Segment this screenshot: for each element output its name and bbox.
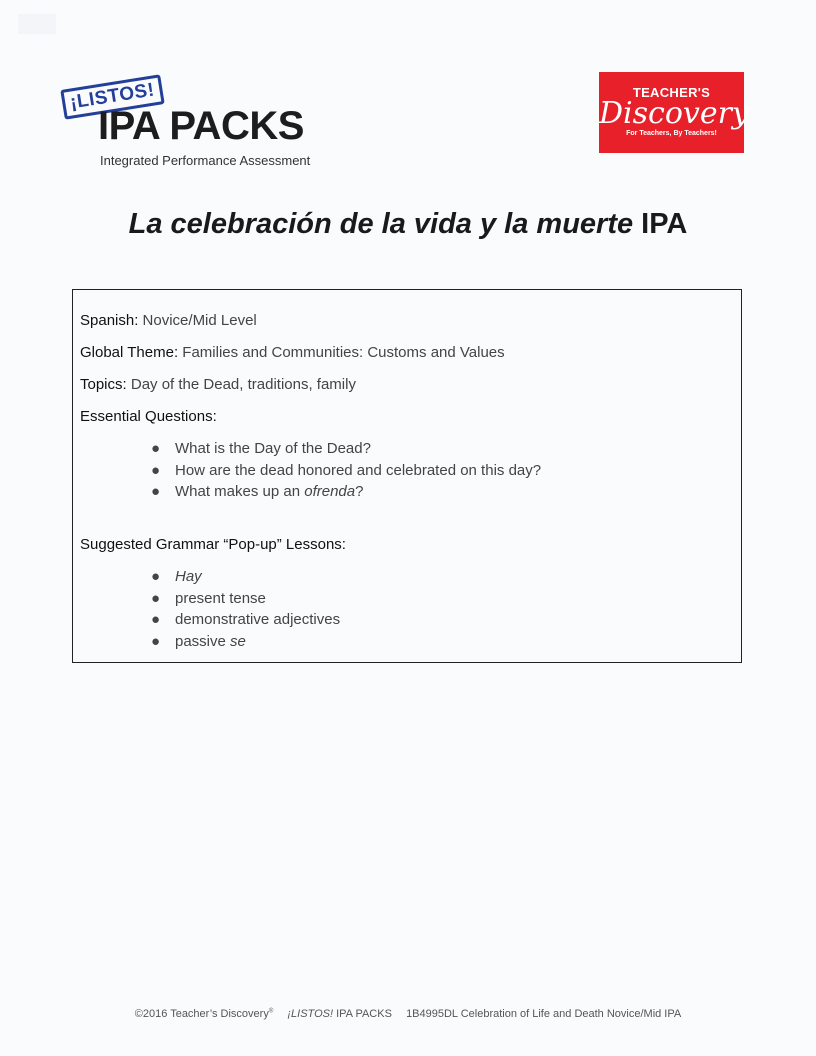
grammar-row bbox=[80, 536, 346, 553]
theme-row bbox=[80, 344, 505, 361]
listos-stamp-logo: ¡LISTOS! bbox=[60, 74, 164, 119]
footer-product: 1B4995DL Celebration of Life and Death Novice/Mid IPA bbox=[406, 1008, 682, 1020]
essential-questions-list bbox=[151, 438, 541, 503]
list-item: ● How are the dead honored and celebrated on this day? bbox=[151, 461, 542, 479]
theme-label: Global Theme: bbox=[80, 344, 179, 361]
topics-row bbox=[80, 376, 356, 393]
spanish-value: Novice/Mid Level bbox=[142, 312, 257, 329]
topics-label: Topics: bbox=[80, 376, 127, 393]
info-box bbox=[72, 289, 742, 663]
list-item: ● What makes up an ofrenda? bbox=[151, 483, 364, 500]
essential-questions-row bbox=[80, 408, 217, 425]
grammar-label: Suggested Grammar “Pop-up” Lessons: bbox=[80, 536, 346, 553]
page-title bbox=[0, 208, 816, 241]
spanish-row bbox=[80, 312, 257, 329]
essential-questions-label: Essential Questions: bbox=[80, 408, 217, 425]
td-logo-top: TEACHER'S bbox=[632, 85, 711, 100]
list-item: ● Hay bbox=[151, 568, 202, 585]
footer-copyright: ©2016 Teacher’s Discovery bbox=[134, 1008, 269, 1020]
footer-reg-mark: ® bbox=[268, 1008, 274, 1015]
brand-title: IPA PACKS bbox=[98, 104, 304, 148]
footer-series-italic: ¡LISTOS! bbox=[287, 1008, 334, 1020]
title-italic: La celebración de la vida y la muerte bbox=[128, 208, 634, 240]
list-item: ● demonstrative adjectives bbox=[151, 611, 341, 628]
page-corner-tab bbox=[18, 14, 56, 34]
brand-subtitle: Integrated Performance Assessment bbox=[100, 153, 311, 168]
ipa-packs-logo bbox=[60, 80, 340, 172]
list-item: ● passive se bbox=[151, 632, 246, 650]
td-logo-tagline: For Teachers, By Teachers! bbox=[626, 130, 717, 137]
page-footer bbox=[0, 1008, 816, 1020]
topics-value: Day of the Dead, traditions, family bbox=[130, 376, 356, 393]
grammar-list bbox=[151, 566, 340, 652]
teachers-discovery-logo bbox=[599, 72, 749, 153]
footer-series: IPA PACKS bbox=[333, 1008, 392, 1020]
list-item: ● present tense bbox=[151, 589, 266, 607]
title-plain: IPA bbox=[641, 208, 688, 240]
td-logo-main: Discovery bbox=[599, 96, 749, 131]
list-item: ● What is the Day of the Dead? bbox=[151, 440, 371, 457]
theme-value: Families and Communities: Customs and Values bbox=[182, 344, 505, 361]
spanish-label: Spanish: bbox=[80, 312, 139, 329]
